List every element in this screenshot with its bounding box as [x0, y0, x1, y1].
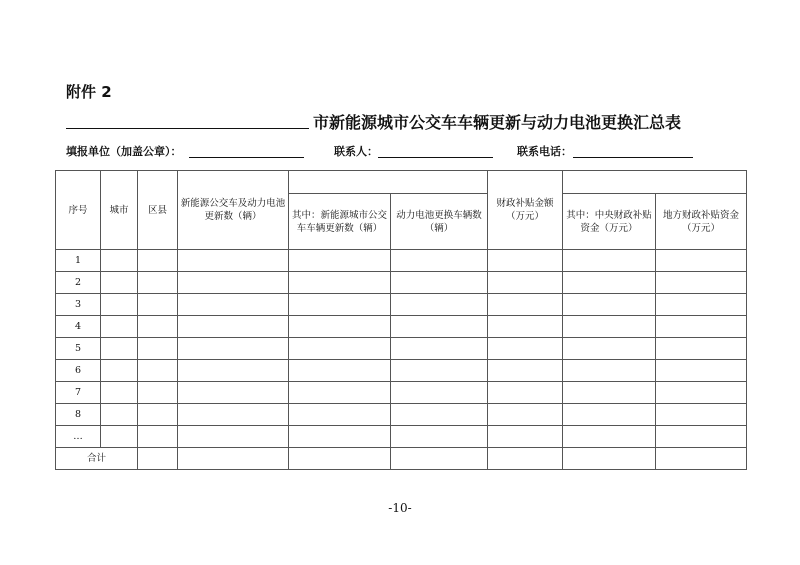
table-cell: [391, 448, 488, 470]
table-cell: [488, 382, 563, 404]
table-cell: [178, 316, 289, 338]
table-cell: [656, 360, 747, 382]
table-cell: [178, 426, 289, 448]
table-cell: [138, 294, 178, 316]
table-cell: [138, 448, 178, 470]
table-cell: [289, 272, 391, 294]
table-cell: [656, 250, 747, 272]
fill-in-fields: [66, 143, 756, 159]
table-cell: [138, 272, 178, 294]
table-cell: [656, 316, 747, 338]
table-cell: [138, 404, 178, 426]
table-cell: [289, 448, 391, 470]
table-cell: [289, 316, 391, 338]
table-cell: [391, 250, 488, 272]
table-cell: [391, 272, 488, 294]
table-cell: [563, 338, 656, 360]
table-cell: [563, 294, 656, 316]
table-cell: [391, 360, 488, 382]
table-row: [56, 316, 747, 338]
header-city: 城市: [101, 171, 138, 250]
table-cell: [289, 338, 391, 360]
table-cell: [391, 404, 488, 426]
table-cell: [289, 404, 391, 426]
table-cell: [488, 294, 563, 316]
table-cell: [101, 294, 138, 316]
header-central: 其中：中央财政补贴资金（万元）: [563, 194, 656, 250]
summary-table: [55, 170, 747, 470]
header-seq: 序号: [56, 171, 101, 250]
table-cell: [656, 382, 747, 404]
header-district: 区县: [138, 171, 178, 250]
table-cell: [488, 404, 563, 426]
table-cell: [138, 250, 178, 272]
table-cell: [656, 404, 747, 426]
table-cell: [178, 360, 289, 382]
table-cell: [563, 272, 656, 294]
table-cell: [289, 426, 391, 448]
table-row: [56, 404, 747, 426]
header-subsidy: 财政补贴金额（万元）: [488, 171, 563, 250]
table-cell: [101, 360, 138, 382]
table-cell: [101, 316, 138, 338]
header-bus-city: 其中：新能源城市公交车车辆更新数（辆）: [289, 194, 391, 250]
row-seq-cell: 8: [56, 404, 101, 426]
header-spacer-subsidy: [563, 171, 747, 194]
reporting-unit-blank: [189, 157, 304, 158]
table-cell: [178, 382, 289, 404]
attachment-label: 附件 2: [66, 83, 112, 101]
row-seq-cell: 6: [56, 360, 101, 382]
table-cell: [101, 404, 138, 426]
table-cell: [178, 448, 289, 470]
table-cell: [563, 382, 656, 404]
table-cell: [656, 294, 747, 316]
document-title-row: [66, 108, 756, 132]
document-title: 市新能源城市公交车车辆更新与动力电池更换汇总表: [313, 113, 682, 132]
contact-person-blank: [378, 157, 493, 158]
contact-phone-label: 联系电话：: [517, 145, 572, 158]
table-cell: [101, 272, 138, 294]
header-bus-total: 新能源公交车及动力电池更新数（辆）: [178, 171, 289, 250]
table-row: [56, 338, 747, 360]
table-cell: [178, 338, 289, 360]
table-cell: [488, 360, 563, 382]
table-row: [56, 426, 747, 448]
table-cell: [178, 250, 289, 272]
header-battery: 动力电池更换车辆数（辆）: [391, 194, 488, 250]
table-cell: [138, 426, 178, 448]
table-cell: [563, 360, 656, 382]
total-label: 合计: [56, 448, 138, 470]
city-name-blank-line: [66, 128, 309, 129]
table-cell: [488, 426, 563, 448]
row-seq-cell: 7: [56, 382, 101, 404]
row-seq-cell: 5: [56, 338, 101, 360]
table-cell: [138, 338, 178, 360]
table-row: [56, 382, 747, 404]
table-cell: [656, 272, 747, 294]
reporting-unit-label: 填报单位（加盖公章）：: [66, 145, 182, 158]
table-cell: [563, 250, 656, 272]
contact-person-label: 联系人：: [334, 145, 378, 158]
table-cell: [101, 426, 138, 448]
table-row: [56, 250, 747, 272]
contact-phone-blank: [573, 157, 693, 158]
table-cell: [178, 272, 289, 294]
table-cell: [656, 426, 747, 448]
header-local: 地方财政补贴资金（万元）: [656, 194, 747, 250]
table-cell: [563, 426, 656, 448]
row-seq-cell: 4: [56, 316, 101, 338]
table-cell: [563, 404, 656, 426]
table-cell: [488, 316, 563, 338]
table-cell: [391, 382, 488, 404]
table-cell: [289, 360, 391, 382]
table-row: [56, 294, 747, 316]
table-cell: [563, 316, 656, 338]
table-cell: [178, 404, 289, 426]
table-cell: [289, 294, 391, 316]
row-seq-cell: 1: [56, 250, 101, 272]
table-cell: [101, 338, 138, 360]
page-number: -10-: [388, 501, 412, 515]
table-cell: [138, 360, 178, 382]
table-cell: [101, 250, 138, 272]
row-seq-cell: 2: [56, 272, 101, 294]
table-cell: [391, 294, 488, 316]
table-cell: [289, 250, 391, 272]
table-cell: [488, 448, 563, 470]
total-row: [56, 448, 747, 470]
row-seq-cell: …: [56, 426, 101, 448]
table-cell: [391, 316, 488, 338]
table-row: [56, 360, 747, 382]
table-cell: [391, 338, 488, 360]
table-cell: [563, 448, 656, 470]
table-cell: [289, 382, 391, 404]
table-cell: [488, 338, 563, 360]
table-cell: [656, 448, 747, 470]
table-cell: [178, 294, 289, 316]
table-cell: [656, 338, 747, 360]
header-spacer-bus: [289, 171, 488, 194]
table-cell: [391, 426, 488, 448]
table-cell: [138, 382, 178, 404]
table-row: [56, 272, 747, 294]
row-seq-cell: 3: [56, 294, 101, 316]
table-cell: [488, 250, 563, 272]
table-cell: [138, 316, 178, 338]
table-cell: [488, 272, 563, 294]
table-cell: [101, 382, 138, 404]
